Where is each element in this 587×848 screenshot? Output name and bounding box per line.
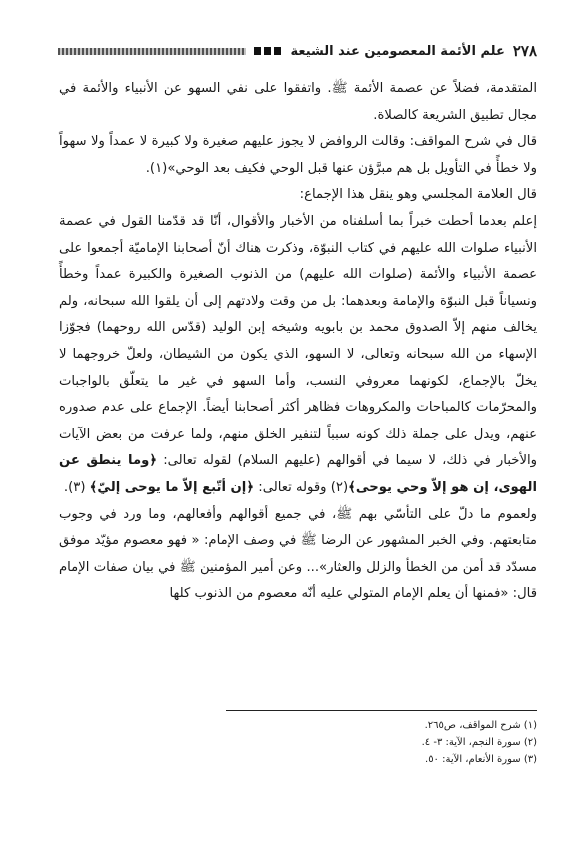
page-header [58,40,537,62]
running-title: علم الأئمة المعصومين عند الشيعة [290,43,505,59]
header-rule [58,48,246,55]
body-text [59,76,537,608]
paragraph [59,129,537,182]
text-run: قال في شرح المواقف: وقالت الروافض لا يجوز عليهم صغيرة ولا كبيرة لا عمداً ولا سهواً ولا خطأً في التأويل بل هم مبرَّؤن عنها قبل الوحي فكيف بعد الوحي»(١). [59,134,537,176]
text-run: ولعموم ما دلّ على التأسّي بهم ﷺ، في جميع أقوالهم وأفعالهم، وما ورد في وجوب متابعتهم. وفي الخبر المشهور عن الرضا ﷺ في وصف الإمام: « فهو معصوم مؤيّد موفق مسدّد قد أمن من الخطأ والزلل والعثار»... وعن أمير المؤمنين ﷺ في بيان صفات الإمام قال: «فمنها أن يعلم الإمام المتولي عليه أنّه معصوم من الذنوب كلها [59,506,537,602]
footnote: (١) شرح المواقف، ص٢٦٥. [424,720,537,731]
quran-quote: ﴿وما ينطق عن الهوى، إن هو إلاّ وحي يوحى﴾ [59,453,537,495]
footnote: (٣) سورة الأنعام، الآية: ٥٠. [425,754,537,765]
footnote-separator [226,710,537,711]
quran-quote: ﴿إن أتّبع إلاّ ما يوحى إليّ﴾ [89,479,255,495]
paragraph [59,182,537,209]
text-run: إعلم بعدما أحطت خبراً بما أسلفناه من الأخبار والأقوال، أنّا قد قدّمنا القول في عصمة الأنبياء صلوات الله عليهم في كتاب النبوّة، وذكرت هناك أنّ أصحابنا الإماميّة أجمعوا على عصمة الأنبياء والأئمة (صلوات الله عليهم) من الذنوب الصغيرة والكبيرة عمداً وخطأً ونسياناً قبل النبوّة والإمامة وبعدهما: بل من وقت ولادتهم إلى أن يلقوا الله سبحانه، ولم يخالف منهم إلاّ الصدوق محمد بن بابويه وشيخه إبن الوليد (قدّس الله روحهما) فجوّزا الإسهاء من الله سبحانه وتعالى، لا السهو، الذي يكون من الشيطان، ولعلّ خروجهما لا يخلّ بالإجماع، لكونهما معروفي النسب، وأما السهو في غير ما يتعلّق بالواجبات والمحرّمات كالمباحات والمكروهات فظاهر أكثر أصحابنا أيضاً. الإجماع على عدم صدوره عنهم، ويدل على جملة ذلك كونه سبباً لتنفير الخلق منهم، ولما عرفت من بعض الآيات والأخبار في ذلك، لا سيما في أقوالهم (عليهم السلام) لقوله تعالى: [59,213,537,469]
footnote: (٢) سورة النجم، الآية: ٣- ٤. [421,737,537,748]
paragraph [59,502,537,608]
page-number: ٢٧٨ [512,42,537,60]
text-run: (٣). [63,479,90,495]
text-run: (٢) وقوله تعالى: [254,479,349,495]
text-run: قال العلامة المجلسي وهو ينقل هذا الإجماع: [299,187,537,203]
paragraph [59,209,537,502]
paragraph [59,76,537,129]
text-run: المتقدمة، فضلاً عن عصمة الأئمة ﷺ. واتفقوا على نفي السهو عن الأنبياء والأئمة في مجال تطبيق الشريعة كالصلاة. [59,81,537,123]
header-ornament [254,47,281,55]
footnotes [59,717,537,768]
